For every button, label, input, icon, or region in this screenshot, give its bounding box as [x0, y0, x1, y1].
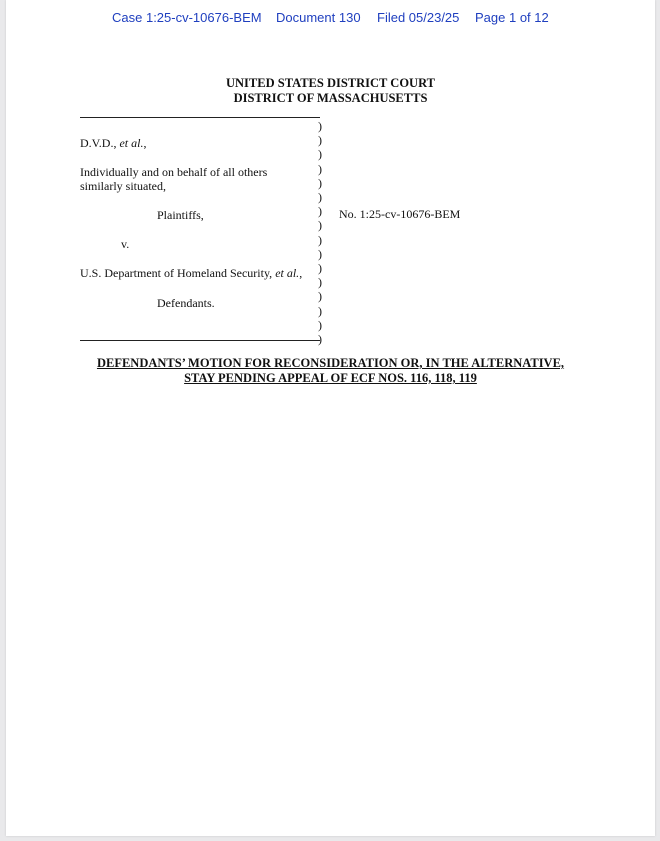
ecf-page-count: Page 1 of 12 — [475, 10, 549, 25]
court-heading — [6, 76, 655, 106]
defendant-name-text: U.S. Department of Homeland Security, — [80, 266, 276, 280]
ecf-case-number: Case 1:25-cv-10676-BEM — [112, 10, 262, 25]
plaintiffs-label: Plaintiffs, — [157, 208, 204, 222]
document-page — [6, 0, 655, 836]
plaintiff-comma: , — [143, 136, 147, 150]
court-name: UNITED STATES DISTRICT COURT — [226, 76, 435, 90]
class-description-line-1: Individually and on behalf of all others — [80, 165, 268, 179]
plaintiff-name — [80, 136, 146, 150]
plaintiff-name-text: D.V.D., — [80, 136, 120, 150]
motion-title — [6, 356, 655, 386]
defendant-comma: , — [299, 266, 303, 280]
ecf-filed-date: Filed 05/23/25 — [377, 10, 460, 25]
defendant-name — [80, 266, 302, 280]
motion-title-line-2: STAY PENDING APPEAL OF ECF NOS. 116, 118, 119 — [184, 371, 477, 385]
caption-parentheses: ) ) ) ) ) ) ) ) ) ) ) ) ) ) ) ) — [318, 119, 322, 347]
plaintiff-et-al: et al. — [119, 136, 144, 150]
versus-label: v. — [121, 237, 130, 251]
defendants-label: Defendants. — [157, 296, 215, 310]
class-description-line-2: similarly situated, — [80, 179, 166, 193]
court-district: DISTRICT OF MASSACHUSETTS — [233, 91, 428, 105]
case-number: No. 1:25-cv-10676-BEM — [339, 207, 461, 221]
ecf-document-number: Document 130 — [276, 10, 361, 25]
motion-title-line-1: DEFENDANTS’ MOTION FOR RECONSIDERATION OR, IN THE ALTERNATIVE, — [96, 356, 565, 370]
defendant-et-al: et al. — [275, 266, 300, 280]
